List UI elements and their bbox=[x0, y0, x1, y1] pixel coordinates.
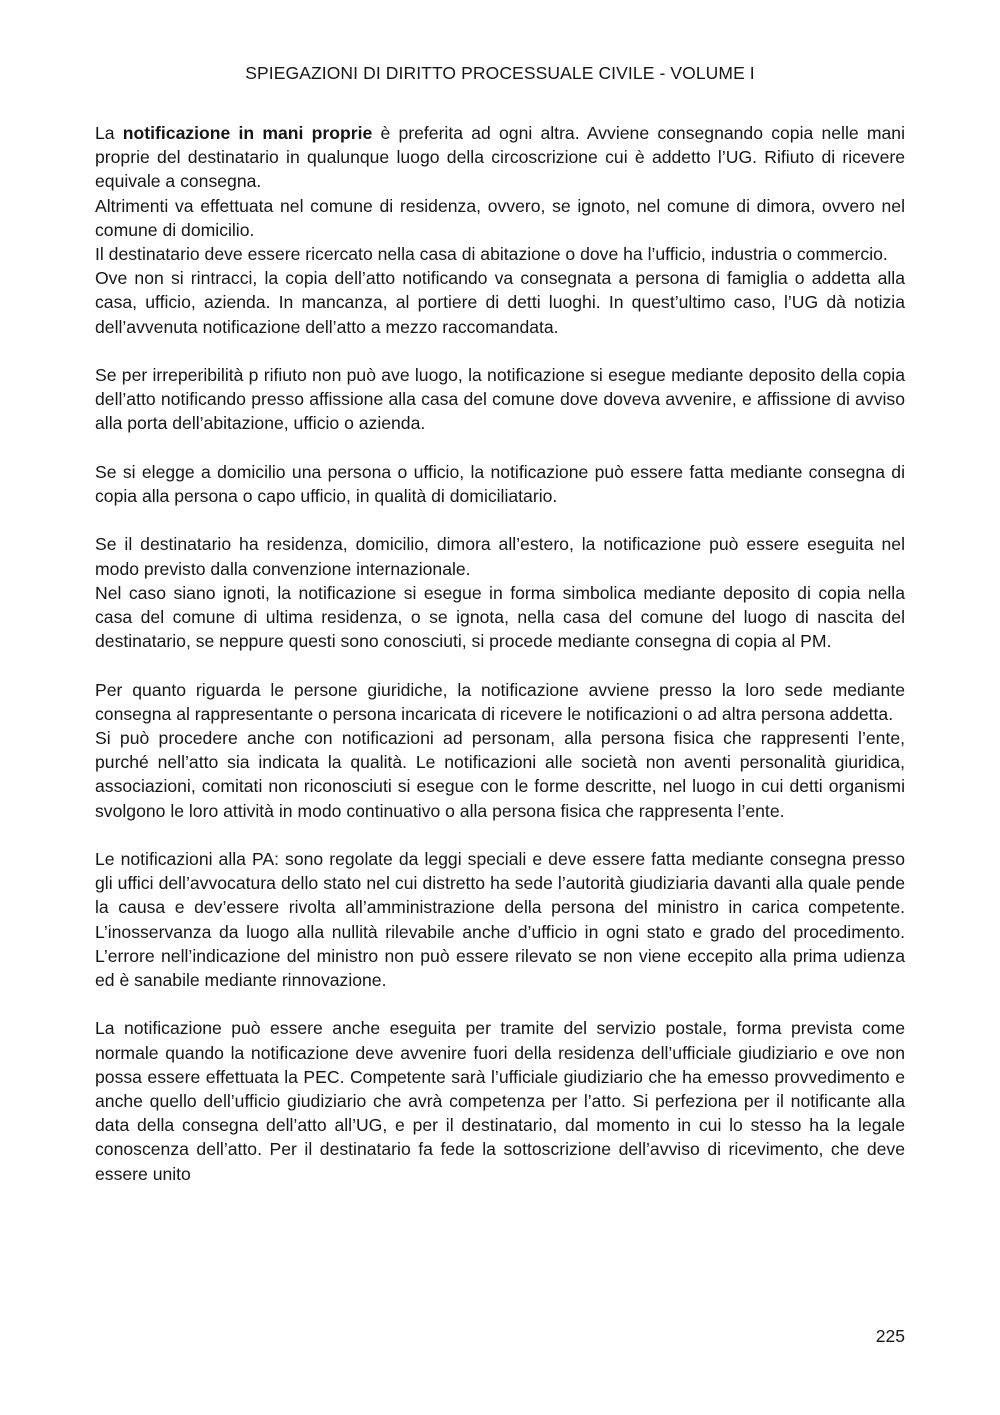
paragraph: Altrimenti va effettuata nel comune di residenza, ovvero, se ignoto, nel comune di dimora, ovvero nel comune di domicilio. bbox=[95, 195, 905, 240]
bold-term: notificazione in mani proprie bbox=[122, 123, 373, 143]
paragraph: La notificazione può essere anche eseguita per tramite del servizio postale, forma prevista come normale quando la notificazione deve avvenire fuori della residenza dell’ufficiale giudiziario e ove non possa essere effettuata la PEC. Competente sarà l’ufficiale giudiziario che ha emesso provvedimento e anche quello dell’ufficio giudiziario che avrà competenza per l’atto. Si perfeziona per il notificante alla data della consegna dell’atto all’UG, e per il destinatario, dal momento in cui lo stesso ha la legale conoscenza dell’atto. Per il destinatario fa fede la sottoscrizione dell’avviso di ricevimento, che deve essere unito bbox=[95, 1018, 905, 1184]
paragraph: Se per irreperibilità p rifiuto non può ave luogo, la notificazione si esegue mediante deposito della copia dell’atto notificando presso affissione alla casa del comune dove doveva avvenire, e affissione di avviso alla porta dell’abitazione, ufficio o azienda. bbox=[95, 365, 905, 434]
paragraph-spacer bbox=[95, 992, 905, 1016]
paragraph: Se si elegge a domicilio una persona o ufficio, la notificazione può essere fatta mediante consegna di copia alla persona o capo ufficio, in qualità di domiciliatario. bbox=[95, 461, 905, 507]
paragraph: Se il destinatario ha residenza, domicilio, dimora all’estero, la notificazione può essere eseguita nel modo previsto dalla convenzione internazionale. bbox=[95, 534, 905, 579]
body-text bbox=[95, 121, 905, 1186]
paragraph-spacer bbox=[95, 436, 905, 460]
paragraph-spacer bbox=[95, 508, 905, 532]
paragraph-spacer bbox=[95, 339, 905, 363]
paragraph: Si può procedere anche con notificazioni ad personam, alla persona fisica che rappresenti l’ente, purché nell’atto sia indicata la qualità. Le notificazioni alle società non aventi personalità giuridica, associazioni, comitati non riconosciuti si esegue con le forme descritte, nel luogo in cui detti organismi svolgono le loro attività in modo continuativo o alla persona fisica che rappresenta l’ente. bbox=[95, 728, 905, 821]
paragraph-text: è preferita ad ogni altra. Avviene consegnando copia nelle mani proprie del destinatario in qualunque luogo della circoscrizione cui è addetto l’UG. Rifiuto di ricevere equivale a consegna. bbox=[95, 123, 905, 192]
paragraph-spacer bbox=[95, 653, 905, 677]
paragraph: Le notificazioni alla PA: sono regolate da leggi speciali e deve essere fatta mediante consegna presso gli uffici dell’avvocatura dello stato nel cui distretto ha sede l’autorità giudiziaria davanti alla quale pende la causa e dev’essere rivolta all’amministrazione della persona del ministro in carica competente. L’inosservanza da luogo alla nullità rilevabile anche d’ufficio in ogni stato e grado del procedimento. L’errore nell’indicazione del ministro non può essere rilevato se non viene eccepito alla prima udienza ed è sanabile mediante rinnovazione. bbox=[95, 849, 905, 991]
paragraph-spacer bbox=[95, 823, 905, 847]
page-number: 225 bbox=[875, 1326, 905, 1346]
paragraph: Per quanto riguarda le persone giuridiche, la notificazione avviene presso la loro sede mediante consegna al rappresentante o persona incaricata di ricevere le notificazioni o ad altra persona addetta. bbox=[95, 679, 905, 724]
paragraph: Nel caso siano ignoti, la notificazione si esegue in forma simbolica mediante deposito di copia nella casa del comune di ultima residenza, o se ignota, nella casa del comune del luogo di nascita del destinatario, se neppure questi sono conosciuti, si procede mediante consegna di copia al PM. bbox=[95, 582, 905, 652]
paragraph: Il destinatario deve essere ricercato nella casa di abitazione o dove ha l’ufficio, industria o commercio. bbox=[95, 244, 888, 265]
paragraph: Ove non si rintracci, la copia dell’atto notificando va consegnata a persona di famiglia o addetta alla casa, ufficio, azienda. In mancanza, al portiere di detti luoghi. In quest’ultimo caso, l’UG dà notizia dell’avvenuta notificazione dell’atto a mezzo raccomandata. bbox=[95, 268, 905, 337]
running-header: SPIEGAZIONI DI DIRITTO PROCESSUALE CIVILE - VOLUME I bbox=[245, 63, 755, 83]
paragraph bbox=[95, 121, 905, 194]
paragraph-text: La bbox=[95, 123, 123, 143]
